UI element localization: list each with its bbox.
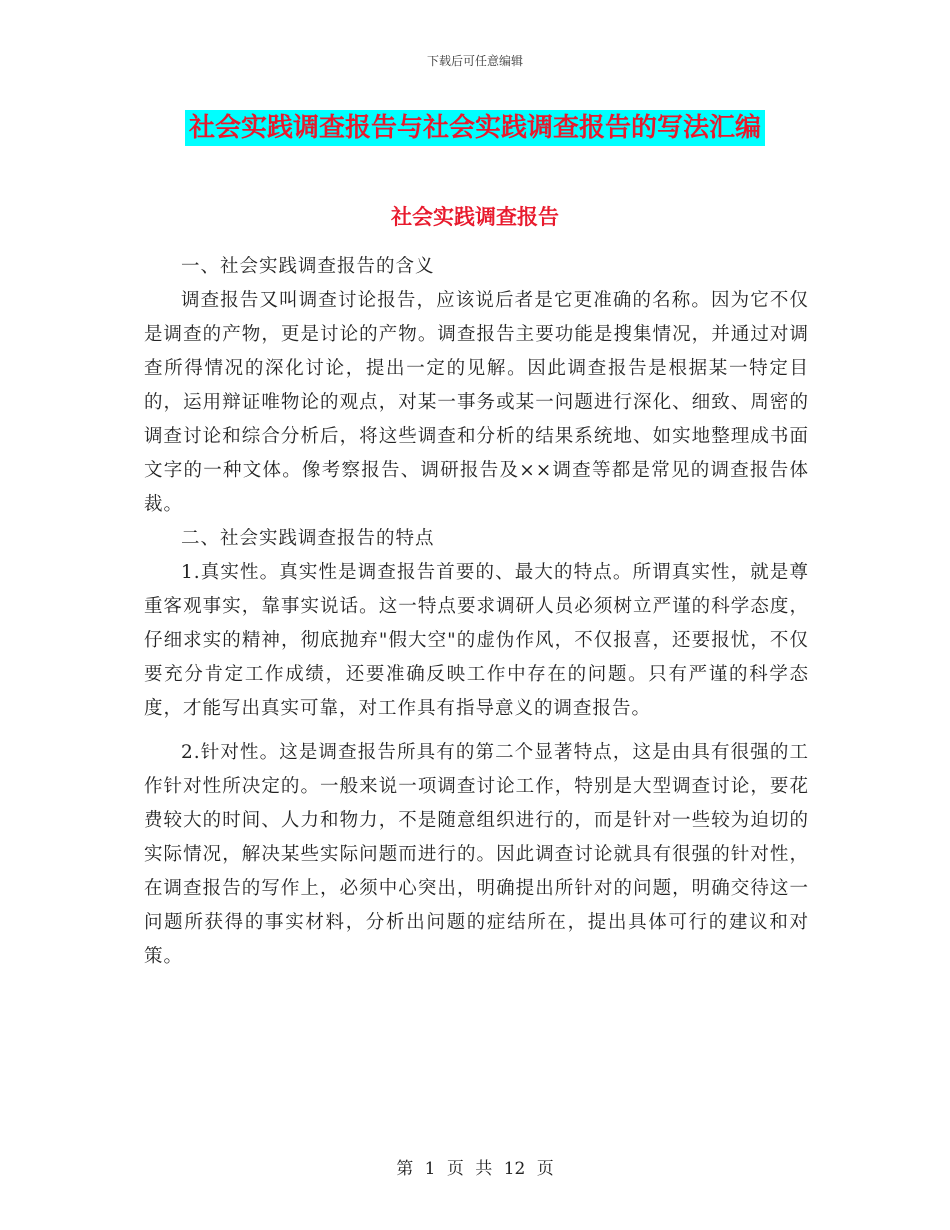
section-heading-features: 二、社会实践调查报告的特点 [181, 528, 435, 549]
document-body [144, 250, 809, 974]
page-footer: 第 1 页 共 12 页 [396, 1159, 554, 1179]
paragraph-pertinence: 2.针对性。这是调查报告所具有的第二个显著特点，这是由具有很强的工作针对性所决定的。一般来说一项调查讨论工作，特别是大型调查讨论，要花费较大的时间、人力和物力，不是随意组织进行的，而是针对一些较为迫切的实际情况，解决某些实际问题而进行的。因此调查讨论就具有很强的针对性，在调查报告的写作上，必须中心突出，明确提出所针对的问题，明确交待这一问题所获得的事实材料，分析出问题的症结所在，提出具体可行的建议和对策。 [144, 742, 809, 967]
main-title: 社会实践调查报告与社会实践调查报告的写法汇编 [185, 110, 765, 146]
header-note: 下载后可任意编辑 [426, 54, 523, 68]
title-wrap [0, 110, 950, 146]
section-heading-meaning: 一、社会实践调查报告的含义 [181, 256, 435, 277]
paragraph-authenticity: 1.真实性。真实性是调查报告首要的、最大的特点。所谓真实性，就是尊重客观事实，靠事实说话。这一特点要求调研人员必须树立严谨的科学态度，仔细求实的精神，彻底抛弃"假大空"的虚伪作风，不仅报喜，还要报忧，不仅要充分肯定工作成绩，还要准确反映工作中存在的问题。只有严谨的科学态度，才能写出真实可靠，对工作具有指导意义的调查报告。 [144, 562, 809, 719]
paragraph-definition: 调查报告又叫调查讨论报告，应该说后者是它更准确的名称。因为它不仅是调查的产物，更是讨论的产物。调查报告主要功能是搜集情况，并通过对调查所得情况的深化讨论，提出一定的见解。因此调查报告是根据某一特定目的，运用辩证唯物论的观点，对某一事务或某一问题进行深化、细致、周密的调查讨论和综合分析后，将这些调查和分析的结果系统地、如实地整理成书面文字的一种文体。像考察报告、调研报告及××调查等都是常见的调查报告体裁。 [144, 290, 809, 515]
section-title: 社会实践调查报告 [391, 205, 559, 229]
